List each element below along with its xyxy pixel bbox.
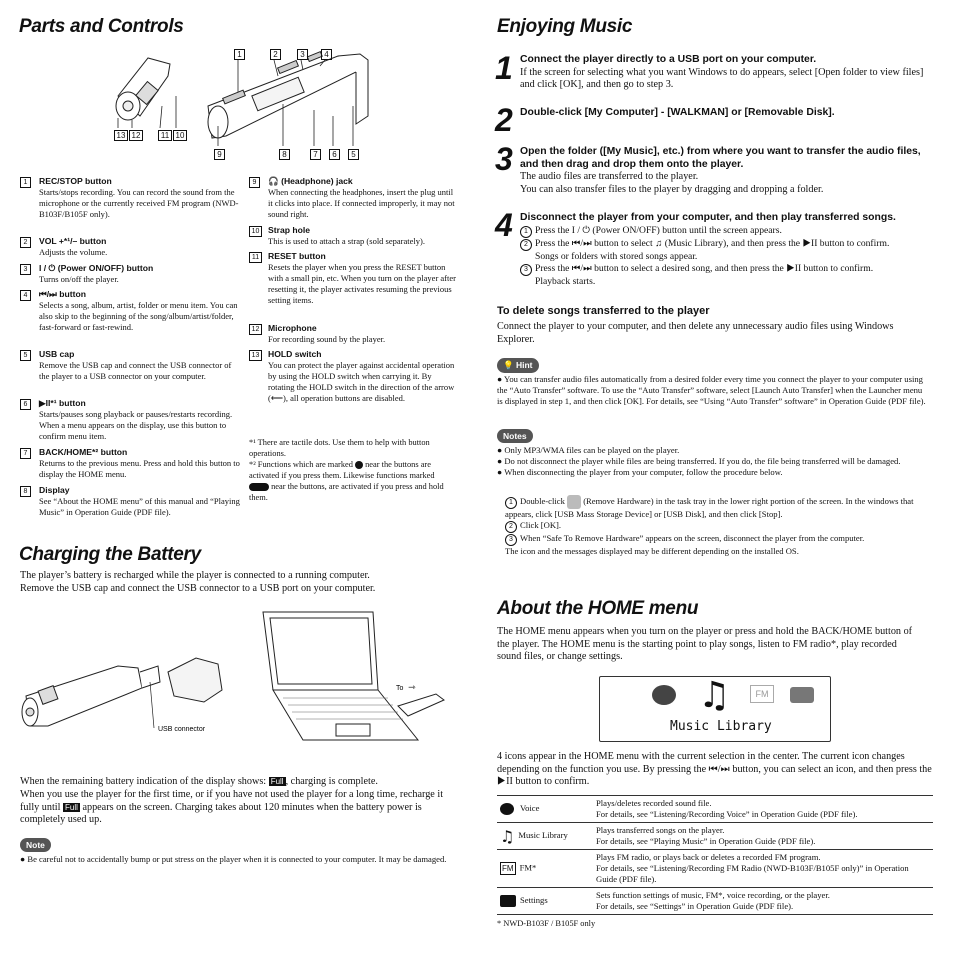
- part-12: 12 Microphone For recording sound by the player.: [249, 323, 457, 345]
- callout-4: 4: [321, 49, 332, 60]
- charging-intro-1: The player’s battery is recharged while the player is connected to a running computer.: [20, 570, 370, 581]
- callout-13: 13: [114, 130, 128, 141]
- screen-label: Music Library: [670, 719, 772, 734]
- table-row: ♫ Music Library Plays transferred songs on the player. For details, see “Playing Music” in Operation Guide (PDF file).: [497, 823, 933, 850]
- to-label: To: [396, 685, 404, 692]
- dot-mark-icon: [355, 461, 363, 469]
- home-desc: 4 icons appear in the HOME menu with the current selection in the center. The current icon changes depending on the function you use. By pressing the ⏮/⏭ button, you can select an icon, and then press the ▶II button to confirm.: [497, 751, 932, 788]
- full-battery-icon: Full: [270, 777, 284, 786]
- hint-bulb-icon: 💡: [503, 360, 514, 370]
- callout-10: 10: [173, 130, 187, 141]
- home-title: About the HOME menu: [497, 598, 699, 619]
- part-5: 5 USB cap Remove the USB cap and connect the USB connector of the player to a USB connector on your computer.: [20, 349, 240, 382]
- procedure-list: 1 Double-click (Remove Hardware) in the task tray in the lower right portion of the screen. In the windows that appears, click [USB Mass Storage Device] or [USB Disk], and then click [Stop]. 2 Click [OK]. 3 When “Safe To Remove Hardware” appears on the screen, disconnect the player from the computer. The icon and the messages displayed may be different depending on the installed OS.: [505, 495, 914, 556]
- charging-full-2: When you use the player for the first time, or if you have not used the player for a long time, recharge it fully until Full appears on the screen. Charging takes about 120 minutes when the battery power is completely used up.: [20, 789, 444, 826]
- step-2-number: 2: [495, 102, 513, 138]
- home-table: [497, 795, 933, 915]
- step-3-number: 3: [495, 141, 513, 177]
- notes-badge: Notes: [497, 429, 533, 443]
- charging-note-badge: Note: [20, 838, 51, 852]
- charging-illustration: [18, 608, 458, 758]
- settings-icon: [790, 687, 814, 703]
- part-7: 7 BACK/HOME*² button Returns to the previous menu. Press and hold this button to display the HOME menu.: [20, 447, 240, 480]
- part-13: 13 HOLD switch You can protect the player against accidental operation by using the HOLD switch when carrying it. By rotating the HOLD switch in the direction of the arrow (⟵), all operation buttons are disabled.: [249, 349, 457, 404]
- part-10: 10 Strap hole This is used to attach a strap (sold separately).: [249, 225, 457, 247]
- table-row: Settings Sets function settings of music, FM*, voice recording, or the player. For details, see “Settings” in Operation Guide (PDF file).: [497, 888, 933, 915]
- callout-8: 8: [279, 149, 290, 160]
- callout-11: 11: [158, 130, 172, 141]
- player-diagram: [108, 46, 378, 164]
- home-screen: [599, 676, 831, 742]
- delete-title: To delete songs transferred to the player: [497, 305, 710, 317]
- callout-5: 5: [348, 149, 359, 160]
- step-4: Disconnect the player from your computer, and then play transferred songs. 1 Press the I / ⏻ (Power ON/OFF) button until the screen appears. 2 Press the ⏮/⏭ button to select ♫ (Music Library), and then press the ▶II button to confirm. Songs or folders with stored songs appear. 3 Press the ⏮/⏭ button to select a desired song, and then press the ▶II button to confirm. Playback starts.: [520, 212, 896, 287]
- part-9: 9 🎧 (Headphone) jack When connecting the headphones, insert the plug until it clicks into place. If connected improperly, it may not sound right.: [249, 176, 457, 220]
- part-6: 6 ▶II*¹ button Starts/pauses song playback or pauses/restarts recording. When a menu appears on the display, use this button to confirm menu item.: [20, 398, 240, 442]
- part-4: 4 ⏮/⏭ button Selects a song, album, artist, folder or menu item. You can also skip to the beginning of the song/album/artist/folder, fast-forward or fast-rewind.: [20, 289, 240, 333]
- step-1-number: 1: [495, 50, 513, 86]
- home-intro: The HOME menu appears when you turn on the player or press and hold the BACK/HOME button of the player. The HOME menu is the starting point to play songs, listen to FM radio*, play recorded sound files, or change settings.: [497, 626, 913, 663]
- parts-title: Parts and Controls: [19, 16, 184, 37]
- charging-note: ● Be careful not to accidentally bump or put stress on the player when it is connected to your computer. It may be damaged.: [20, 854, 447, 864]
- part-8: 8 Display See “About the HOME menu” of this manual and “Playing Music” in Operation Guide (PDF file).: [20, 485, 240, 518]
- callout-1: 1: [234, 49, 245, 60]
- voice-icon: [500, 803, 514, 815]
- part-3: 3 I / ⏻ (Power ON/OFF) button Turns on/off the player.: [20, 263, 240, 285]
- notes-list: ● Only MP3/WMA files can be played on the player. ● Do not disconnect the player while files are being transferred. If you do, the file being transferred will be damaged. ● When disconnecting the player from your computer, follow the procedure below.: [497, 445, 901, 477]
- callout-7: 7: [310, 149, 321, 160]
- part-2: 2 VOL +*¹/– button Adjusts the volume.: [20, 236, 240, 258]
- usb-icon: ⇾: [408, 683, 416, 693]
- home-footnote: * NWD-B103F / B105F only: [497, 919, 596, 928]
- charging-title: Charging the Battery: [19, 544, 201, 565]
- step-2: Double-click [My Computer] - [WALKMAN] or [Removable Disk].: [520, 107, 835, 118]
- delete-desc: Connect the player to your computer, and then delete any unnecessary audio files using Windows Explorer.: [497, 321, 894, 345]
- hint-badge: 💡 Hint: [497, 358, 539, 373]
- full-battery-icon-2: Full: [65, 802, 78, 812]
- charging-full-1: When the remaining battery indication of the display shows: Full , charging is complete.: [20, 776, 378, 787]
- fm-icon: FM: [750, 685, 774, 703]
- hint-text: ● You can transfer audio files automatically from a desired folder every time you connect the player to your computer using the “Auto Transfer” software. To use the “Auto Transfer” software, select [Launch Auto Transfer] when the Launcher menu is displayed in step 1, and then click [OK]. For details, see “Using “Auto Transfer” software” in Operation Guide (PDF file).: [497, 374, 926, 406]
- charging-intro-2: Remove the USB cap and connect the USB connector to a USB port on your computer.: [20, 583, 376, 594]
- table-row: FM FM* Plays FM radio, or plays back or deletes a recorded FM program. For details, see “Listening/Recording FM Radio (NWD-B103F/B105F only)” in Operation Guide (PDF file).: [497, 850, 933, 888]
- part-1: 1 REC/STOP button Starts/stops recording. You can record the sound from the microphone or the currently received FM program (NWD-B103F/B105F only).: [20, 176, 240, 220]
- pill-mark-icon: [249, 483, 269, 491]
- step-4-number: 4: [495, 207, 513, 243]
- music-library-icon: ♫: [698, 675, 731, 716]
- callout-2: 2: [270, 49, 281, 60]
- callout-6: 6: [329, 149, 340, 160]
- step-1: Connect the player directly to a USB port on your computer. If the screen for selecting what you want Windows to do appears, select [Open folder to view files] and click [OK], and then go to step 3.: [520, 54, 924, 91]
- step-3: Open the folder ([My Music], etc.) from where you want to transfer the audio files, and then drag and drop them onto the player. The audio files are transferred to the player. You can also transfer files to the player by dragging and dropping a folder.: [520, 146, 921, 195]
- footnote-1: *¹ There are tactile dots. Use them to help with button operations.: [249, 438, 430, 458]
- settings-icon: [500, 895, 516, 907]
- remove-hardware-icon: [567, 495, 581, 509]
- fm-icon: FM: [502, 864, 514, 873]
- callout-9: 9: [214, 149, 225, 160]
- footnote-2: *² Functions which are marked near the buttons are activated if you press them. Likewise functions marked near the buttons, are activated if you press and hold them.: [249, 460, 444, 502]
- music-library-icon: ♫: [500, 826, 515, 846]
- usb-connector-label: USB connector: [158, 726, 206, 733]
- enjoying-title: Enjoying Music: [497, 16, 633, 37]
- callout-3: 3: [297, 49, 308, 60]
- callout-12: 12: [129, 130, 143, 141]
- voice-icon: [652, 685, 676, 705]
- part-11: 11 RESET button Resets the player when you press the RESET button with a small pin, etc. When you turn on the player after resetting it, the player activates resuming the previous setting items.: [249, 251, 457, 306]
- table-row: Voice Plays/deletes recorded sound file. For details, see “Listening/Recording Voice” in Operation Guide (PDF file).: [497, 796, 933, 823]
